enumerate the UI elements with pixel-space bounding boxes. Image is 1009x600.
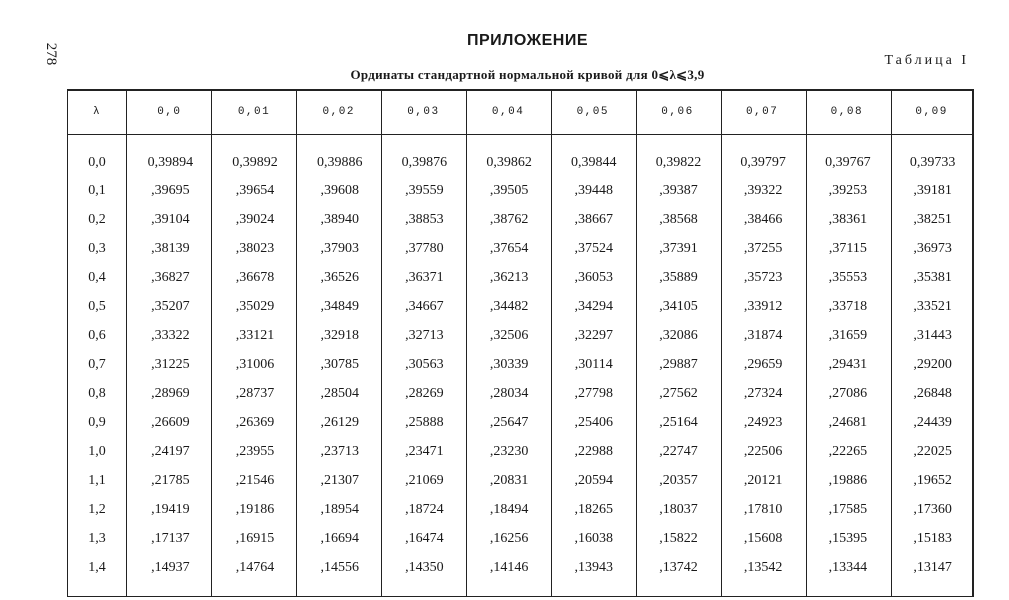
ordinate-cell: ,31659: [828, 327, 868, 343]
ordinate-cell: ,27798: [574, 385, 614, 401]
ordinate-cell: ,13742: [659, 559, 698, 575]
ordinate-cell: ,22265: [828, 443, 868, 459]
table-row: [67, 379, 974, 408]
ordinate-cell: ,18265: [574, 501, 614, 517]
ordinate-cell: ,27324: [743, 385, 783, 401]
lambda-cell: 1,3: [88, 530, 106, 546]
table-row: [67, 495, 974, 524]
ordinate-cell: ,39104: [151, 211, 190, 227]
ordinate-cell: ,15395: [828, 530, 868, 546]
ordinate-cell: ,34294: [574, 298, 614, 314]
lambda-cell: 0,6: [88, 327, 106, 343]
ordinate-cell: ,37391: [659, 240, 698, 256]
ordinate-cell: 0,39876: [401, 154, 448, 170]
column-header: 0,09: [915, 106, 948, 118]
ordinate-cell: ,36526: [320, 269, 359, 285]
ordinate-cell: ,13542: [743, 559, 783, 575]
ordinate-cell: ,22025: [913, 443, 952, 459]
ordinate-cell: ,35553: [828, 269, 868, 285]
ordinate-cell: ,13147: [913, 559, 952, 575]
table-label: Таблица I: [884, 53, 969, 68]
ordinate-cell: ,24197: [151, 443, 190, 459]
table-row: [67, 234, 974, 263]
column-header: 0,03: [407, 106, 440, 118]
table-row: [67, 408, 974, 437]
ordinate-cell: ,32297: [574, 327, 614, 343]
ordinate-cell: ,19186: [235, 501, 275, 517]
ordinate-cell: ,15822: [659, 530, 698, 546]
ordinate-cell: ,21785: [151, 472, 190, 488]
ordinate-cell: ,33322: [151, 327, 190, 343]
ordinate-cell: ,26369: [235, 414, 275, 430]
ordinate-cell: ,35381: [913, 269, 952, 285]
ordinate-cell: ,16694: [320, 530, 359, 546]
ordinate-cell: ,36827: [151, 269, 190, 285]
table-row: [67, 321, 974, 350]
lambda-cell: 0,0: [88, 154, 106, 170]
ordinate-cell: ,28034: [489, 385, 529, 401]
ordinate-cell: ,32918: [320, 327, 359, 343]
ordinate-cell: ,31874: [743, 327, 783, 343]
ordinate-cell: ,19886: [828, 472, 868, 488]
ordinate-cell: ,29887: [659, 356, 698, 372]
ordinate-cell: ,18954: [320, 501, 359, 517]
ordinate-cell: ,13344: [828, 559, 868, 575]
ordinate-cell: ,22747: [659, 443, 698, 459]
lambda-cell: 1,4: [88, 559, 106, 575]
ordinate-cell: 0,39886: [316, 154, 363, 170]
ordinate-cell: ,31443: [913, 327, 952, 343]
ordinate-cell: ,30114: [574, 356, 613, 372]
ordinate-cell: ,18724: [405, 501, 444, 517]
ordinate-cell: 0,39733: [909, 154, 956, 170]
ordinate-cell: ,38853: [405, 211, 444, 227]
ordinate-cell: ,24923: [743, 414, 783, 430]
table-row: [67, 350, 974, 379]
ordinate-cell: ,30563: [405, 356, 444, 372]
table-row: [67, 263, 974, 292]
ordinate-cell: ,39181: [913, 182, 952, 198]
ordinate-cell: ,39448: [574, 182, 614, 198]
lambda-cell: 0,4: [88, 269, 106, 285]
table-caption: Ординаты стандартной нормальной кривой для 0⩽λ⩽3,9: [350, 67, 705, 82]
ordinate-cell: ,38762: [489, 211, 529, 227]
table-row: [67, 176, 974, 205]
ordinate-cell: ,39024: [235, 211, 275, 227]
ordinate-cell: ,16474: [405, 530, 444, 546]
table-row: [67, 437, 974, 466]
ordinate-cell: ,35889: [659, 269, 698, 285]
column-header: 0,01: [237, 106, 271, 118]
ordinate-cell: ,14146: [489, 559, 529, 575]
ordinate-cell: ,30785: [320, 356, 359, 372]
ordinate-cell: ,22988: [574, 443, 614, 459]
ordinate-cell: ,34105: [659, 298, 698, 314]
ordinate-cell: ,13943: [574, 559, 614, 575]
table-row: [67, 553, 974, 582]
ordinate-cell: ,34849: [320, 298, 359, 314]
ordinate-cell: ,18037: [659, 501, 698, 517]
ordinate-cell: ,28737: [235, 385, 275, 401]
ordinate-cell: 0,39767: [825, 154, 871, 170]
lambda-column-header: λ: [92, 106, 102, 118]
ordinate-cell: ,19652: [913, 472, 952, 488]
ordinate-cell: ,33912: [743, 298, 783, 314]
ordinate-cell: ,20121: [743, 472, 783, 488]
ordinate-cell: ,38139: [151, 240, 190, 256]
ordinate-cell: ,39322: [743, 182, 783, 198]
ordinate-cell: ,20594: [574, 472, 614, 488]
ordinate-cell: ,26848: [913, 385, 952, 401]
table-row: [67, 466, 974, 495]
table-bottom-rule: [67, 596, 974, 597]
ordinate-cell: ,32086: [659, 327, 698, 343]
lambda-cell: 1,1: [88, 472, 106, 488]
lambda-cell: 0,3: [88, 240, 106, 256]
column-header: 0,08: [830, 106, 864, 118]
ordinate-cell: ,25888: [405, 414, 444, 430]
ordinate-cell: ,24681: [828, 414, 868, 430]
ordinate-cell: ,16256: [489, 530, 529, 546]
column-header: 0,02: [322, 106, 355, 118]
ordinate-cell: ,17810: [743, 501, 783, 517]
ordinate-cell: ,33521: [913, 298, 952, 314]
ordinate-cell: ,26129: [320, 414, 359, 430]
ordinate-cell: ,30339: [489, 356, 529, 372]
table-row: [67, 205, 974, 234]
ordinate-cell: ,23955: [235, 443, 275, 459]
ordinate-cell: ,14764: [235, 559, 275, 575]
ordinate-cell: ,28969: [151, 385, 190, 401]
ordinate-cell: ,38940: [320, 211, 359, 227]
ordinate-cell: ,36053: [574, 269, 614, 285]
ordinate-cell: ,39387: [659, 182, 698, 198]
lambda-cell: 0,8: [88, 385, 106, 401]
ordinate-cell: ,39505: [489, 182, 529, 198]
table-row: [67, 524, 974, 553]
ordinate-cell: ,32713: [405, 327, 444, 343]
ordinate-cell: ,29659: [743, 356, 783, 372]
column-header: 0,04: [491, 106, 525, 118]
ordinate-cell: ,28504: [320, 385, 359, 401]
ordinate-cell: ,37255: [743, 240, 783, 256]
ordinate-cell: ,15608: [743, 530, 783, 546]
ordinate-cell: ,29431: [828, 356, 868, 372]
ordinate-cell: ,26609: [151, 414, 190, 430]
ordinate-cell: ,37115: [828, 240, 867, 256]
ordinate-cell: 0,39797: [740, 154, 786, 170]
column-header: 0,0: [157, 106, 182, 118]
normal-curve-ordinates-table: [67, 89, 974, 582]
ordinate-cell: ,36371: [405, 269, 444, 285]
table-container: [67, 89, 974, 598]
lambda-cell: 0,2: [88, 211, 106, 227]
table-row: [67, 135, 974, 176]
ordinate-cell: ,24439: [913, 414, 952, 430]
ordinate-cell: ,21546: [235, 472, 275, 488]
ordinate-cell: ,38466: [743, 211, 783, 227]
ordinate-cell: ,19419: [151, 501, 190, 517]
ordinate-cell: 0,39844: [571, 154, 617, 170]
ordinate-cell: ,17360: [913, 501, 952, 517]
ordinate-cell: ,38568: [659, 211, 698, 227]
lambda-cell: 1,0: [88, 443, 106, 459]
ordinate-cell: ,23471: [405, 443, 444, 459]
ordinate-cell: ,34482: [489, 298, 529, 314]
ordinate-cell: ,39695: [151, 182, 190, 198]
ordinate-cell: ,39654: [235, 182, 275, 198]
ordinate-cell: ,39608: [320, 182, 359, 198]
ordinate-cell: 0,39822: [655, 154, 702, 170]
ordinate-cell: ,21307: [320, 472, 359, 488]
ordinate-cell: ,20831: [489, 472, 529, 488]
ordinate-cell: ,14937: [151, 559, 190, 575]
ordinate-cell: ,38361: [828, 211, 868, 227]
ordinate-cell: ,14350: [405, 559, 444, 575]
ordinate-cell: ,35029: [235, 298, 275, 314]
ordinate-cell: ,17137: [151, 530, 190, 546]
table-body: [67, 135, 974, 582]
ordinate-cell: ,31225: [151, 356, 190, 372]
ordinate-cell: ,25164: [659, 414, 698, 430]
ordinate-cell: ,32506: [489, 327, 529, 343]
lambda-cell: 1,2: [88, 501, 106, 517]
page-number: 278: [43, 42, 59, 66]
ordinate-cell: ,36678: [235, 269, 275, 285]
header-row: [67, 89, 974, 135]
lambda-cell: 0,9: [88, 414, 106, 430]
ordinate-cell: 0,39894: [147, 154, 194, 170]
ordinate-cell: 0,39862: [486, 154, 532, 170]
column-header: 0,07: [745, 106, 779, 118]
ordinate-cell: ,20357: [659, 472, 698, 488]
column-header: 0,05: [576, 106, 609, 118]
ordinate-cell: ,34667: [405, 298, 444, 314]
ordinate-cell: ,22506: [743, 443, 783, 459]
ordinate-cell: ,37780: [405, 240, 444, 256]
ordinate-cell: ,25647: [489, 414, 529, 430]
lambda-cell: 0,5: [88, 298, 106, 314]
ordinate-cell: ,38251: [913, 211, 952, 227]
ordinate-cell: ,37524: [574, 240, 614, 256]
ordinate-cell: ,17585: [828, 501, 868, 517]
ordinate-cell: 0,39892: [232, 154, 278, 170]
ordinate-cell: ,36973: [913, 240, 952, 256]
ordinate-cell: ,27562: [659, 385, 698, 401]
ordinate-cell: ,39559: [405, 182, 444, 198]
table-row: [67, 292, 974, 321]
ordinate-cell: ,28269: [405, 385, 444, 401]
ordinate-cell: ,27086: [828, 385, 868, 401]
ordinate-cell: ,33718: [828, 298, 868, 314]
ordinate-cell: ,37654: [489, 240, 529, 256]
ordinate-cell: ,14556: [320, 559, 359, 575]
ordinate-cell: ,23230: [489, 443, 529, 459]
ordinate-cell: ,31006: [235, 356, 275, 372]
lambda-cell: 0,1: [88, 182, 106, 198]
ordinate-cell: ,18494: [489, 501, 529, 517]
ordinate-cell: ,35723: [743, 269, 783, 285]
ordinate-cell: ,29200: [913, 356, 952, 372]
ordinate-cell: ,23713: [320, 443, 359, 459]
ordinate-cell: ,38667: [574, 211, 614, 227]
lambda-cell: 0,7: [88, 356, 106, 372]
ordinate-cell: ,37903: [320, 240, 359, 256]
ordinate-cell: ,33121: [235, 327, 275, 343]
ordinate-cell: ,15183: [913, 530, 952, 546]
ordinate-cell: ,36213: [489, 269, 529, 285]
ordinate-cell: ,21069: [405, 472, 444, 488]
ordinate-cell: ,35207: [151, 298, 190, 314]
ordinate-cell: ,16038: [574, 530, 614, 546]
page-heading: ПРИЛОЖЕНИЕ: [467, 32, 588, 49]
column-header: 0,06: [661, 106, 694, 118]
ordinate-cell: ,16915: [235, 530, 275, 546]
ordinate-cell: ,39253: [828, 182, 868, 198]
ordinate-cell: ,38023: [235, 240, 275, 256]
ordinate-cell: ,25406: [574, 414, 614, 430]
